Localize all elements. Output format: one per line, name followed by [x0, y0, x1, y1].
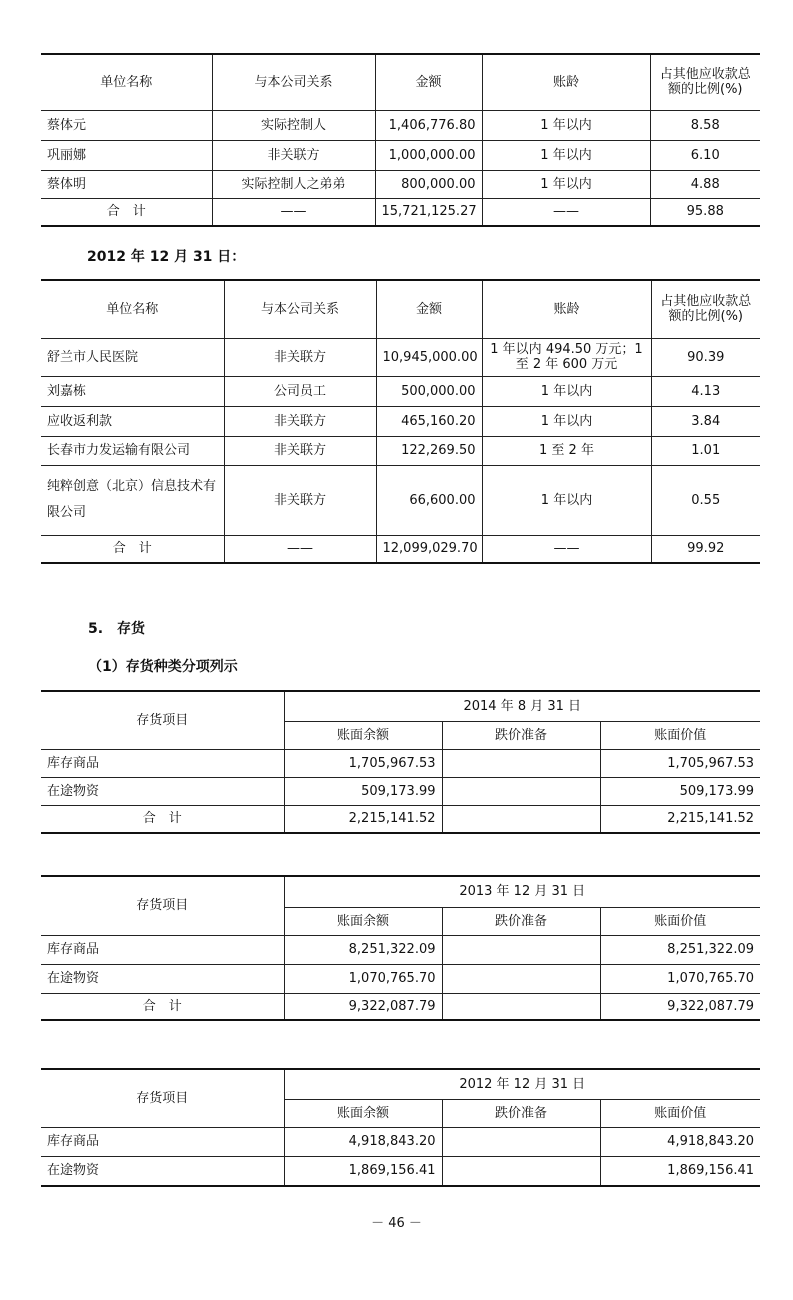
total-relation: —— [212, 198, 375, 226]
total-impairment [442, 993, 600, 1020]
cell-ratio: 0.55 [651, 465, 760, 535]
cell-relation: 非关联方 [224, 338, 376, 376]
cell-ratio: 90.39 [651, 338, 760, 376]
cell-impairment [442, 1156, 600, 1186]
header-book-balance: 账面余额 [284, 721, 442, 749]
cell-unit-name: 蔡体元 [41, 110, 212, 140]
cell-aging: 1 年以内 [482, 140, 650, 170]
cell-ratio: 8.58 [650, 110, 760, 140]
total-aging: —— [482, 535, 651, 563]
inventory-table-2014 [41, 690, 760, 834]
header-book-value: 账面价值 [600, 907, 760, 935]
cell-amount: 66,600.00 [376, 465, 482, 535]
cell-impairment [442, 749, 600, 777]
cell-amount: 800,000.00 [375, 170, 482, 198]
header-inventory-item: 存货项目 [41, 876, 284, 935]
table-row [41, 1156, 760, 1186]
total-relation: —— [224, 535, 376, 563]
cell-relation: 实际控制人 [212, 110, 375, 140]
cell-amount: 465,160.20 [376, 406, 482, 436]
header-amount: 金额 [376, 280, 482, 338]
header-relation: 与本公司关系 [212, 54, 375, 110]
cell-item: 在途物资 [41, 964, 284, 993]
total-book-value: 9,322,087.79 [600, 993, 760, 1020]
cell-aging: 1 年以内 494.50 万元；1 至 2 年 600 万元 [482, 338, 651, 376]
total-book-balance: 2,215,141.52 [284, 805, 442, 833]
cell-book-balance: 1,869,156.41 [284, 1156, 442, 1186]
total-row [41, 198, 760, 226]
header-impairment: 跌价准备 [442, 907, 600, 935]
header-unit-name: 单位名称 [41, 54, 212, 110]
header-impairment: 跌价准备 [442, 1099, 600, 1127]
cell-aging: 1 至 2 年 [482, 436, 651, 465]
total-aging: —— [482, 198, 650, 226]
header-book-value: 账面价值 [600, 1099, 760, 1127]
total-amount: 15,721,125.27 [375, 198, 482, 226]
receivables-table-2012 [41, 279, 760, 564]
cell-relation: 实际控制人之弟弟 [212, 170, 375, 198]
table-row [41, 170, 760, 198]
table-row [41, 338, 760, 376]
cell-unit-name: 蔡体明 [41, 170, 212, 198]
cell-aging: 1 年以内 [482, 406, 651, 436]
table-row [41, 140, 760, 170]
receivables-table-top [41, 53, 760, 227]
header-book-balance: 账面余额 [284, 1099, 442, 1127]
cell-ratio: 6.10 [650, 140, 760, 170]
page-number: － 46 － [371, 1216, 422, 1231]
cell-aging: 1 年以内 [482, 110, 650, 140]
total-ratio: 95.88 [650, 198, 760, 226]
total-label: 合 计 [41, 993, 284, 1020]
heading-2012-date: 2012 年 12 月 31 日： [87, 249, 246, 265]
cell-amount: 1,000,000.00 [375, 140, 482, 170]
total-impairment [442, 805, 600, 833]
header-inventory-item: 存货项目 [41, 691, 284, 749]
cell-aging: 1 年以内 [482, 465, 651, 535]
cell-unit-name: 舒兰市人民医院 [41, 338, 224, 376]
total-row [41, 805, 760, 833]
cell-relation: 非关联方 [212, 140, 375, 170]
table-row [41, 406, 760, 436]
cell-amount: 1,406,776.80 [375, 110, 482, 140]
header-impairment: 跌价准备 [442, 721, 600, 749]
cell-book-balance: 1,705,967.53 [284, 749, 442, 777]
header-aging: 账龄 [482, 280, 651, 338]
header-inventory-item: 存货项目 [41, 1069, 284, 1127]
header-ratio: 占其他应收款总额的比例(%) [651, 280, 760, 338]
cell-ratio: 4.13 [651, 376, 760, 406]
total-label: 合 计 [41, 535, 224, 563]
cell-unit-name: 巩丽娜 [41, 140, 212, 170]
total-ratio: 99.92 [651, 535, 760, 563]
inventory-table-2013 [41, 875, 760, 1021]
table-row [41, 1127, 760, 1156]
cell-book-value: 1,070,765.70 [600, 964, 760, 993]
cell-impairment [442, 777, 600, 805]
header-date: 2012 年 12 月 31 日 [284, 1069, 760, 1099]
cell-item: 在途物资 [41, 777, 284, 805]
cell-aging: 1 年以内 [482, 170, 650, 198]
cell-item: 库存商品 [41, 749, 284, 777]
cell-book-value: 1,869,156.41 [600, 1156, 760, 1186]
table-row [41, 935, 760, 964]
cell-item: 库存商品 [41, 1127, 284, 1156]
total-label: 合 计 [41, 198, 212, 226]
cell-unit-name: 长春市力发运输有限公司 [41, 436, 224, 465]
header-relation: 与本公司关系 [224, 280, 376, 338]
cell-book-balance: 1,070,765.70 [284, 964, 442, 993]
cell-amount: 10,945,000.00 [376, 338, 482, 376]
table-row [41, 110, 760, 140]
total-book-balance: 9,322,087.79 [284, 993, 442, 1020]
table-row [41, 376, 760, 406]
header-date: 2014 年 8 月 31 日 [284, 691, 760, 721]
cell-relation: 非关联方 [224, 406, 376, 436]
cell-book-balance: 4,918,843.20 [284, 1127, 442, 1156]
header-unit-name: 单位名称 [41, 280, 224, 338]
table-row [41, 465, 760, 535]
table-row [41, 964, 760, 993]
cell-book-balance: 8,251,322.09 [284, 935, 442, 964]
cell-amount: 122,269.50 [376, 436, 482, 465]
cell-book-value: 1,705,967.53 [600, 749, 760, 777]
cell-book-value: 509,173.99 [600, 777, 760, 805]
total-row [41, 535, 760, 563]
header-book-value: 账面价值 [600, 721, 760, 749]
header-amount: 金额 [375, 54, 482, 110]
cell-impairment [442, 1127, 600, 1156]
cell-aging: 1 年以内 [482, 376, 651, 406]
cell-unit-name: 应收返利款 [41, 406, 224, 436]
header-ratio: 占其他应收款总额的比例(%) [650, 54, 760, 110]
section-5-title: 5. 存货 [88, 621, 146, 637]
cell-item: 在途物资 [41, 1156, 284, 1186]
table-row [41, 749, 760, 777]
cell-relation: 非关联方 [224, 465, 376, 535]
cell-ratio: 1.01 [651, 436, 760, 465]
total-book-value: 2,215,141.52 [600, 805, 760, 833]
header-date: 2013 年 12 月 31 日 [284, 876, 760, 907]
cell-amount: 500,000.00 [376, 376, 482, 406]
cell-relation: 非关联方 [224, 436, 376, 465]
cell-book-value: 4,918,843.20 [600, 1127, 760, 1156]
cell-unit-name: 纯粹创意（北京）信息技术有限公司 [41, 465, 224, 535]
cell-book-value: 8,251,322.09 [600, 935, 760, 964]
cell-ratio: 3.84 [651, 406, 760, 436]
cell-unit-name: 刘嘉栋 [41, 376, 224, 406]
total-row [41, 993, 760, 1020]
header-aging: 账龄 [482, 54, 650, 110]
section-5-1-title: （1）存货种类分项列示 [88, 659, 238, 675]
cell-item: 库存商品 [41, 935, 284, 964]
total-label: 合 计 [41, 805, 284, 833]
table-row [41, 436, 760, 465]
cell-book-balance: 509,173.99 [284, 777, 442, 805]
header-book-balance: 账面余额 [284, 907, 442, 935]
cell-ratio: 4.88 [650, 170, 760, 198]
cell-impairment [442, 964, 600, 993]
cell-relation: 公司员工 [224, 376, 376, 406]
cell-impairment [442, 935, 600, 964]
table-row [41, 777, 760, 805]
inventory-table-2012 [41, 1068, 760, 1187]
total-amount: 12,099,029.70 [376, 535, 482, 563]
